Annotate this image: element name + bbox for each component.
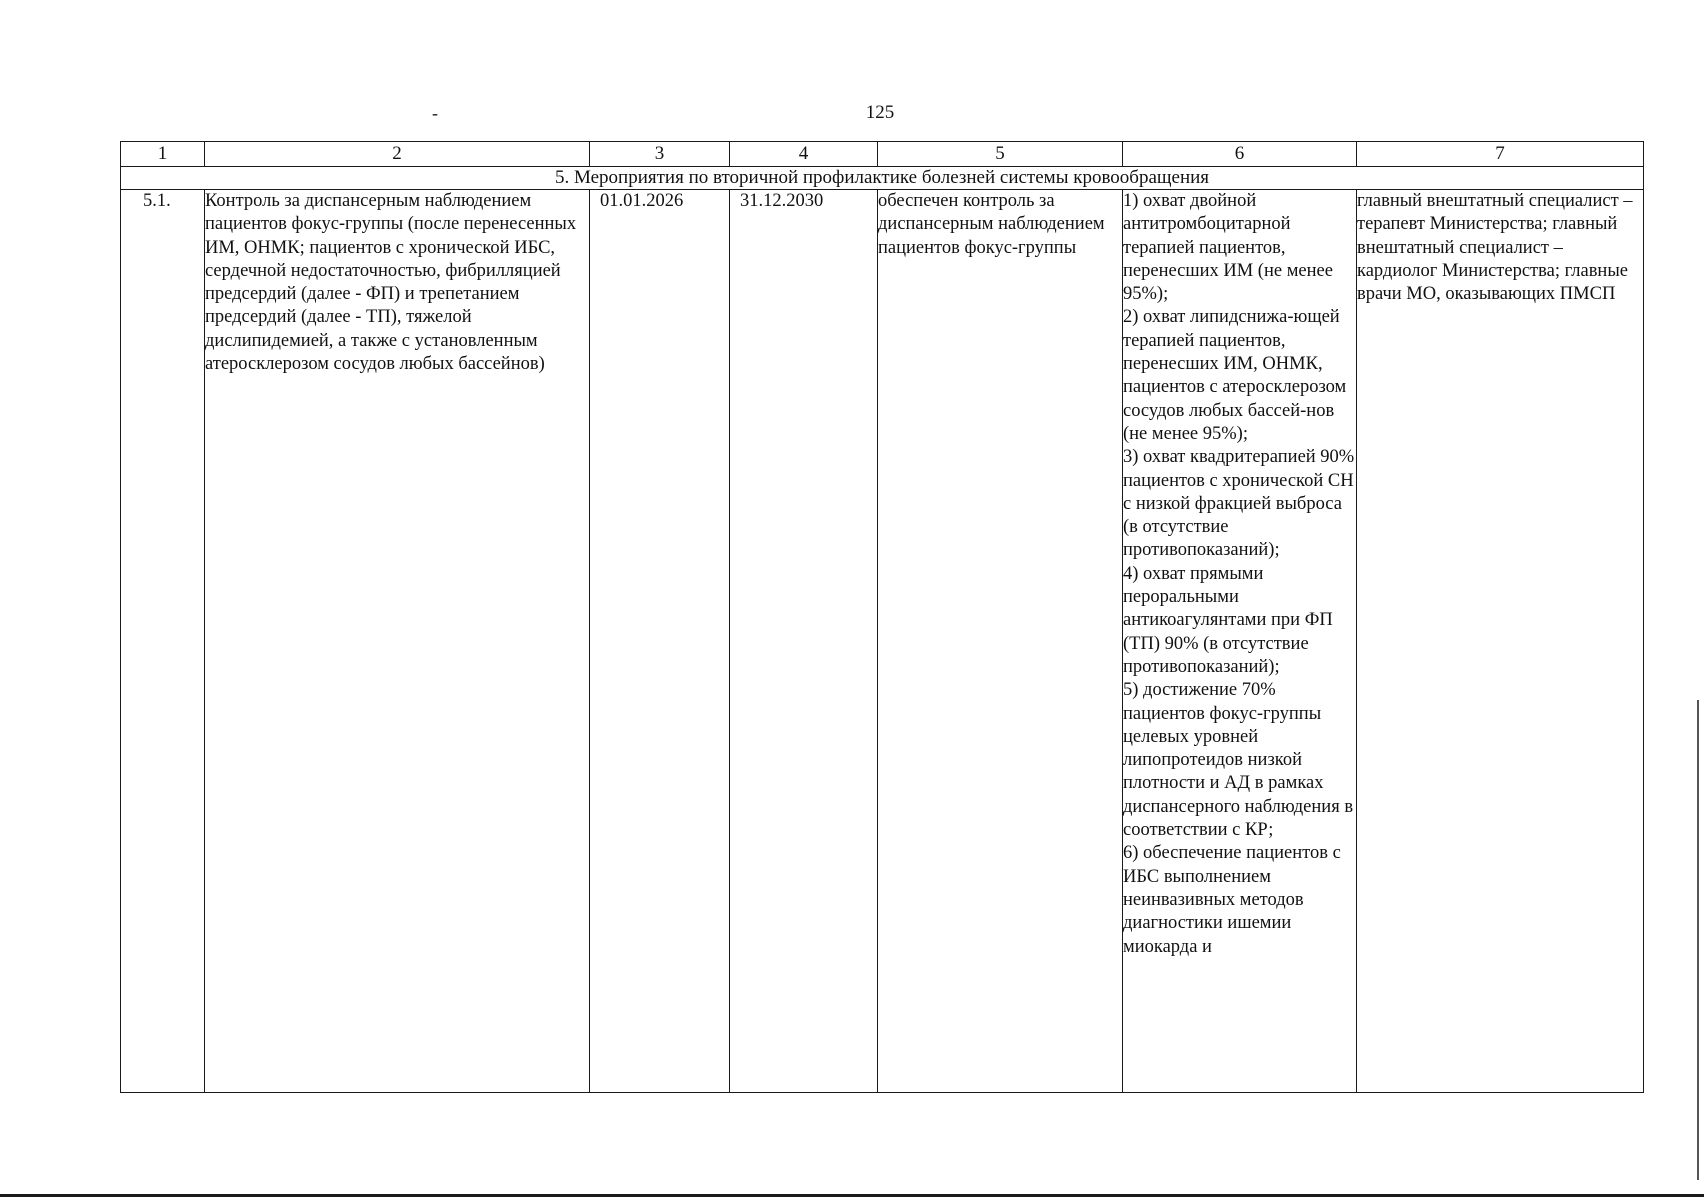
row-number: 5.1. [121,190,205,1093]
column-number-1: 1 [121,142,205,167]
scan-edge-line [1697,700,1699,1180]
expected-result: обеспечен контроль за диспансерным наблюдением пациентов фокус-группы [878,190,1123,1093]
measures-table [120,141,1644,1093]
column-number-5: 5 [878,142,1123,167]
table-row [121,190,1644,1093]
column-number-7: 7 [1357,142,1644,167]
start-date: 01.01.2026 [590,190,730,1093]
target-indicators: 1) охват двойной антитромбоцитарной терапией пациентов, перенесших ИМ (не менее 95%); 2) охват липидснижа-ющей терапией пациентов, перенесших ИМ, ОНМК, пациентов с атеросклерозом сосудов любых бассей-нов (не менее 95%); 3) охват квадритерапией 90% пациентов с хронической СН с низкой фракцией выброса (в отсутствие противопоказаний); 4) охват прямыми пероральными антикоагулянтами при ФП (ТП) 90% (в отсутствие противопоказаний); 5) достижение 70% пациентов фокус-группы целевых уровней липопротеидов низкой плотности и АД в рамках диспансерного наблюдения в соответствии с КР; 6) обеспечение пациентов с ИБС выполнением неинвазивных методов диагностики ишемии миокарда и [1123,190,1357,1093]
measure-description: Контроль за диспансерным наблюдением пациентов фокус-группы (после перенесенных ИМ, ОНМК; пациентов с хронической ИБС, сердечной недостаточностью, фибрилляцией предсердий (далее - ФП) и трепетанием предсердий (далее - ТП), тяжелой дислипидемией, а также с установленным атеросклерозом сосудов любых бассейнов) [205,190,590,1093]
column-number-4: 4 [730,142,878,167]
stray-mark: - [432,103,438,123]
scan-bottom-line [0,1194,1704,1197]
column-number-3: 3 [590,142,730,167]
column-number-row [121,142,1644,167]
column-number-6: 6 [1123,142,1357,167]
section-row [121,167,1644,190]
responsible-persons: главный внештатный специалист – терапевт Министерства; главный внештатный специалист – кардиолог Министерства; главные врачи МО, оказывающих ПМСП [1357,190,1644,1093]
section-title: 5. Мероприятия по вторичной профилактике болезней системы кровообращения [121,167,1644,190]
column-number-2: 2 [205,142,590,167]
end-date: 31.12.2030 [730,190,878,1093]
page-number: 125 [865,102,895,123]
